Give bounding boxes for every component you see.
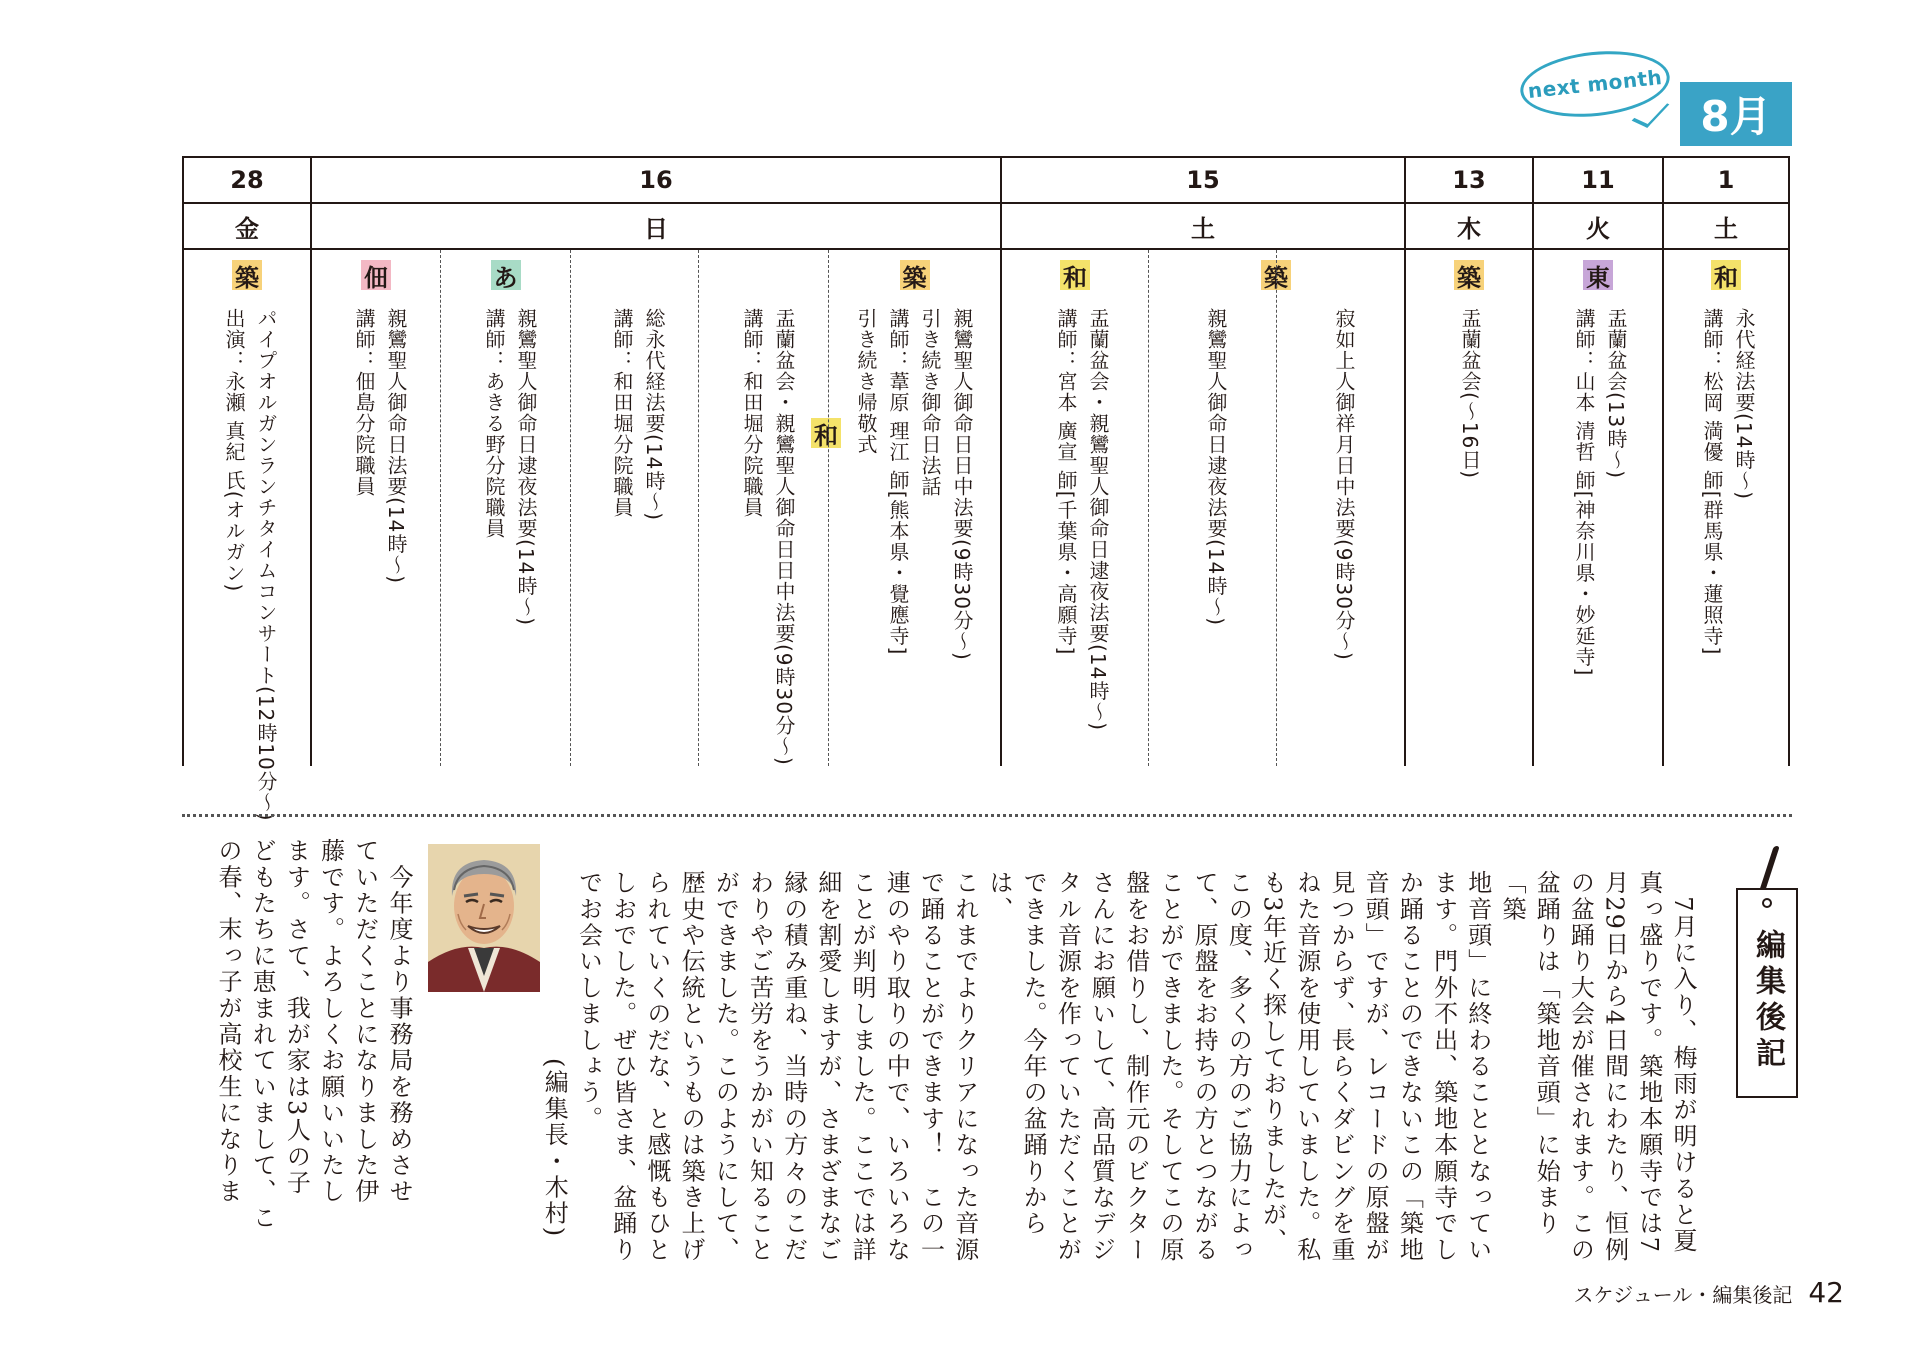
note-line: か踊ることのできないこの「築地 [1395,870,1424,1263]
note-line: わりやご苦労をうかがい知ること [745,870,774,1263]
note-line: どもたちに恵まれていまして、こ [248,838,277,1231]
schedule-entry [312,250,440,766]
note-line: 連のやり取りの中で、いろいろな [882,870,911,1263]
entry-text [1200,308,1232,626]
venue-badge-tsukiji: 築 [232,260,262,290]
entry-text [478,308,542,626]
note-line: 縁の積み重ね、当時の方々のこだ [779,870,808,1263]
tag-hole-icon [1762,898,1772,908]
entry-line: 盂蘭盆会・親鸞聖人御命日日中法要(9時30分〜) [772,308,796,766]
note-line: ことが判明しました。ここでは詳 [848,870,877,1263]
schedule-date: 15 [1002,158,1404,204]
footer-section-title: スケジュール・編集後記 [1573,1283,1793,1307]
entry-line: 親鸞聖人御命日逮夜法要(14時〜) [1204,308,1228,627]
schedule-entry [440,250,570,766]
note-line: しおでした。ぜひ皆さま、盆踊り [608,870,637,1263]
entry-line: 講師：和田堀分院職員 [740,308,764,518]
note-line: 7月に入り、梅雨が明けると夏 [1669,870,1697,1255]
venue-badge-tsukiji: 築 [1454,260,1484,290]
entry-text [736,308,800,766]
schedule-entry [1002,250,1148,766]
entry-line: 盂蘭盆会(〜16日) [1458,308,1482,480]
schedule-column-28 [182,158,310,822]
schedule-entry [698,250,828,766]
venue-badge-akiruno: あ [491,260,521,290]
next-month-label: next month [1526,65,1664,103]
venue-badge-wadabori: 和 [811,418,841,448]
editor-signature: (編集長・木村) [540,1058,569,1239]
entry-text [606,308,670,521]
entry-line: 永代経法要(14時〜) [1732,308,1756,501]
note-line: 月29日から4日間にわたり、恒例 [1600,870,1629,1264]
entry-line: 総永代経法要(14時〜) [642,308,666,522]
venue-badge-higashi: 東 [1583,260,1613,290]
entry-line: パイプオルガンランチタイムコンサート(12時10分〜) [254,308,278,822]
page-footer [1574,1276,1844,1309]
schedule-table [182,156,1790,822]
entry-text [1454,308,1486,479]
editor-portrait [428,844,540,992]
schedule-weekday: 木 [1406,204,1532,250]
entry-line: 盂蘭盆会・親鸞聖人御命日逮夜法要(14時〜) [1086,308,1110,732]
entry-text [348,308,412,584]
bookmark-string-icon [1758,846,1780,894]
schedule-entry [828,250,1000,766]
entry-line: 寂如上人御祥月日中法要(9時30分〜) [1332,308,1356,661]
entry-text [218,308,282,822]
entry-line: 盂蘭盆会(13時〜) [1604,308,1628,480]
entry-line: 親鸞聖人御命日日中法要(9時30分〜) [950,308,974,661]
schedule-weekday: 火 [1534,204,1662,250]
entry-text [1568,308,1632,676]
schedule-weekday: 日 [312,204,1000,250]
entry-line: 講師：山本 清哲 師[神奈川県・妙延寺] [1572,308,1596,677]
note-line: 盤をお借りし、制作元のビクター [1121,870,1150,1263]
schedule-column-15 [1000,158,1404,766]
note-line: ます。門外不出、築地本願寺でし [1429,870,1458,1263]
schedule-entry [184,250,310,822]
venue-badge-wadabori: 和 [1060,260,1090,290]
note-line: の盆踊り大会が催されます。この [1566,870,1595,1263]
schedule-column-1 [1662,158,1790,766]
note-line: さんにお願いして、高品質なデジ [1087,870,1116,1263]
schedule-column-13 [1404,158,1532,766]
note-line: 細を割愛しますが、さまざまなご [813,870,842,1263]
note-line: ねた音源を使用していました。私 [1292,870,1321,1263]
note-line: の春、末っ子が高校生になりま [213,838,242,1205]
schedule-weekday: 土 [1002,204,1404,250]
venue-badge-tsukiji: 築 [900,260,930,290]
note-line: ができました。このようにして、 [711,870,740,1263]
note-line: タル音源を作っていただくことが [1053,870,1082,1263]
note-line: 今年度より事務局を務めさせ [385,838,413,1205]
venue-badge-tsukiji: 築 [1261,260,1291,290]
venue-badge-tsukudajima: 佃 [361,260,391,290]
entry-text [850,308,978,661]
note-line: 地音頭」に終わることとなってい [1463,870,1492,1263]
portrait-illustration-icon [428,844,540,992]
note-line: これまでよりクリアになった音源 [950,870,979,1263]
note-line: できました。今年の盆踊りからは、 [984,870,1048,1237]
schedule-column-11 [1532,158,1662,766]
entry-line: 引き続き御命日法話 [918,308,942,497]
note-line: ていただくことになりました伊 [350,838,379,1205]
note-line: も3年近く探しておりましたが、 [1258,870,1287,1255]
schedule-entry [1276,250,1404,766]
schedule-date: 13 [1406,158,1532,204]
editor-note-title: 編集後記 [1750,929,1785,1073]
schedule-entry [570,250,698,766]
schedule-date: 16 [312,158,1000,204]
entry-line: 講師：佃島分院職員 [352,308,376,497]
entry-line: 引き続き帰敬式 [854,308,878,455]
page-number: 42 [1808,1276,1844,1309]
schedule-weekday: 土 [1664,204,1788,250]
entry-text [1050,308,1114,731]
note-line: 真っ盛りです。築地本願寺では7 [1634,870,1663,1255]
note-line: で踊ることができます！ この一 [916,870,945,1263]
entry-line: 親鸞聖人御命日逮夜法要(14時〜) [514,308,538,627]
note-line: 音頭」ですが、レコードの原盤が [1361,870,1390,1263]
entry-line: 出演：永瀬 真紀 氏(オルガン) [222,308,246,593]
section-divider [182,814,1792,817]
note-line: ことができました。そしてこの原 [1155,870,1184,1263]
schedule-entry [1664,250,1788,766]
schedule-entry [1406,250,1532,766]
entry-line: 講師：和田堀分院職員 [610,308,634,518]
note-line: 見つからず、長らくダビングを重 [1326,870,1355,1263]
entry-line: 講師：宮本 廣宣 師[千葉県・高願寺] [1054,308,1078,656]
schedule-date: 1 [1664,158,1788,204]
schedule-entry [1148,250,1276,766]
schedule-entry [1534,250,1662,766]
entry-line: 講師：松岡 満優 師[群馬県・蓮照寺] [1700,308,1724,656]
editor-note-body-second [176,838,416,1268]
entry-text [1328,308,1360,661]
month-badge: 8月 [1680,82,1792,146]
schedule-date: 28 [184,158,310,204]
schedule-column-16 [310,158,1000,766]
entry-line: 講師：葦原 理江 師[熊本県・覺應寺] [886,308,910,656]
note-line: て、原盤をお持ちの方とつながる [1190,870,1219,1263]
venue-badge-wadabori: 和 [1711,260,1741,290]
entry-line: 親鸞聖人御命日法要(14時〜) [384,308,408,585]
note-line: 盆踊りは「築地音頭」に始まり「築 [1497,870,1561,1237]
schedule-date: 11 [1534,158,1662,204]
editor-note-tag [1736,888,1798,1098]
note-line: 藤です。よろしくお願いいたし [316,838,345,1205]
note-line: ます。さて、我が家は3人の子 [282,838,311,1197]
entry-text [1696,308,1760,655]
note-line: 歴史や伝統というものは築き上げ [677,870,706,1263]
note-line: られていくのだな、と感慨もひと [642,870,671,1263]
note-line: でお会いしましょう。 [574,870,603,1132]
editor-note-body [540,870,1700,1270]
note-line: この度、多くの方のご協力によっ [1224,870,1253,1263]
entry-line: 講師：あきる野分院職員 [482,308,506,539]
schedule-weekday: 金 [184,204,310,250]
